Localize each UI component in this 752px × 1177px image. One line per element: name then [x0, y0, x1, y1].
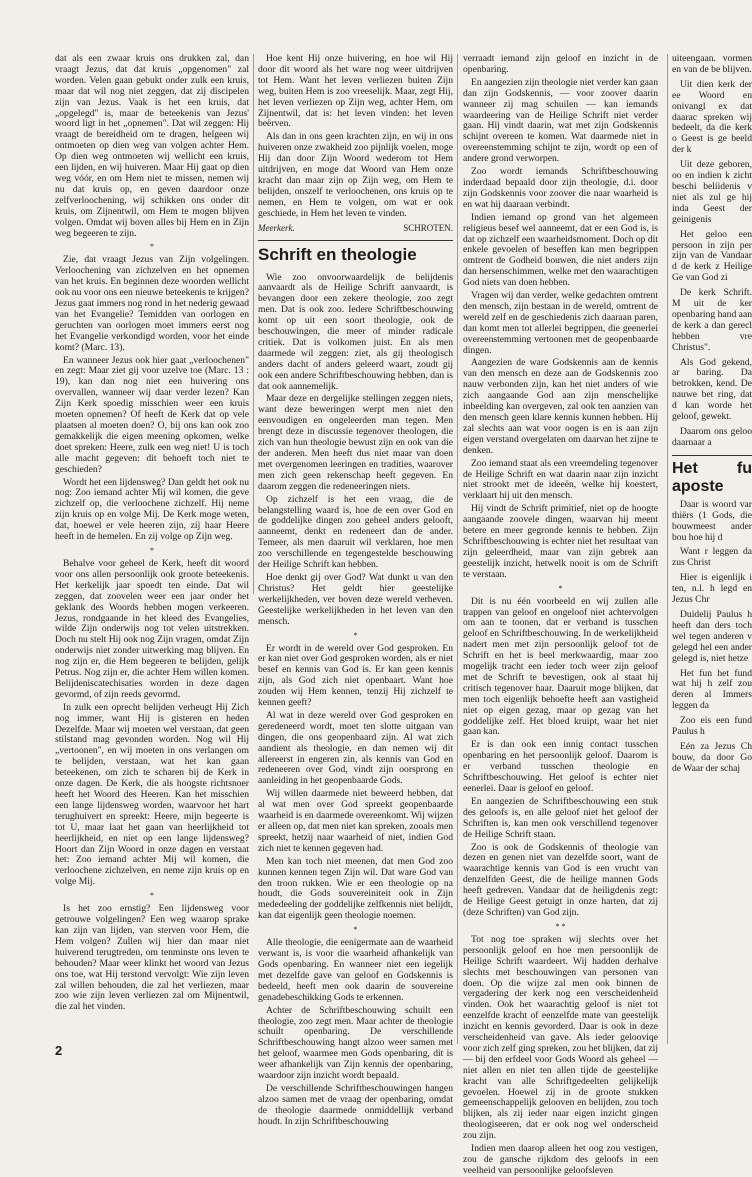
paragraph: Hoe denkt gij over God? Wat dunkt u van den Christus? Het geldt hier geestelijke werkelijkheden, ver boven deze wereld verheven. Geestelijke werkelijkheden in het leven van den mensch.	[258, 571, 453, 627]
section-divider-star: *	[353, 925, 358, 935]
paragraph: Uit deze geboren, oo en indien k zicht beschi beliidenis v niet als zul ge hij inda Geest der geinigenis	[672, 159, 752, 225]
column-4-partial	[672, 54, 752, 1038]
paragraph: Behalve voor geheel de Kerk, heeft dit woord voor ons allen persoonlijk ook groote beteekenis. Het kerkelijk jaar spoedt ten einde. Dat wil zeggen, dat zoovelen weer een jaar onder het geklank des Woords hebben mogen verkeeren. Jezus, rondgaande in het kleed des Evangelies, wilde Zijn onderwijs nog tot velen uitstrekken. Doch nu stelt Hij ook nog Zijn vragen, omdat Zijn onderwijs niet zonder uitwerking mag blijven. En nog zijn er, die Hem begeeren te belijden, gelijk Petrus. Nog zijn er, die achter Hem willen komen. Belijdeniscatechisaties worden in deze dagen gevormd, of zijn reeds gevormd.	[55, 557, 249, 700]
paragraph: Zoo iemand staat als een vreemdeling tegenover de Heilige Schrift en wat daarin naar zijn inzicht niet strookt met de ideeën, welke hij koestert, verklaart hij uit den mensch.	[463, 457, 658, 502]
paragraph: Want r leggen da zus Christ	[672, 546, 752, 569]
paragraph: In zulk een oprecht belijden verheugt Hij Zich nog immer, want Hij is gisteren en heden Dezelfde. Maar wij moeten wel verstaan, dat geen stilstand mag gevonden worden. Nog wil Hij „vertoonen", en wij moeten in ons verlangen om te belijden, verstaan, wat het kan gaan beteekenen, om zich te scharen bij de Kerk in onze dagen. De Kerk, die als hoogste richtsnoer heeft het Woord des Heeren. Kan het misschien een lange lijdensweg worden, waarvoor het hart terughuivert en spreekt: Heere, mijn begeerte is tot U, maar laat het gaan van heerlijkheid tot heerlijkheid, en niet op een lange lijdensweg? Hoort dan Zijn Woord in onze dagen en verstaat het: Zoo iemand achter Mij wil komen, die verloochene zichzelven, en neme zijn kruis op en volge Mij.	[55, 701, 249, 888]
section-divider-star: *	[150, 891, 154, 901]
column-4-bottom	[672, 500, 752, 775]
paragraph: Daarom ons geloo daarnaar a	[672, 426, 752, 448]
paragraph: Alle theologie, die eenigermate aan de waarheid verwant is, is voor die waarheid afhankelijk van Gods openbaring. En wanneer niet een iegelijk met dezelfde gave van geloof en Godskennis is bedeeld, heeft men ook daarin de souvereine genadebeschikking Gods te erkennen.	[258, 937, 453, 1003]
column-divider	[667, 54, 668, 1044]
paragraph: Wij willen daarmede niet beweerd hebben, dat al wat men over God spreekt geopenbaarde waarheid is en daarmede overeenkomt. Wij wijzen er alleen op, dat men niet kan spreken, zooals men spreekt, hetzij naar waarheid of niet, indien God zich niet te kennen gegeven had.	[258, 788, 453, 854]
column-3	[463, 53, 659, 1176]
paragraph: verraadt iemand zijn geloof en inzicht in de openbaring.	[463, 53, 658, 75]
article-heading: Schrift en theologie	[258, 244, 417, 264]
paragraph: Duidelij Paulus h heeft dan ders toch wel tegen anderen v gelegd hel een ander gelegd is, niet hetze	[672, 608, 752, 664]
paragraph: uiteengaan. vormen en van de be blijven.	[672, 53, 752, 75]
paragraph: De verschillende Schriftbeschouwingen hangen alzoo samen met de vraag der openbaring, omdat de theologie daarmede onmiddellijk verband houdt. In zijn Schriftbeschouwing	[258, 1082, 453, 1127]
section-divider-star: *	[150, 242, 154, 252]
paragraph: Achter de Schriftbeschouwing schuilt een theologie, zoo zegt men. Maar achter de theologie schuilt openbaring. De verschillende Schriftbeschouwing hangt alzoo weer samen met het geloof, waarmee men Gods openbaring, dit is weer afhankelijk van Zijn kennis der openbaring, waardoor zijn inzicht wordt bepaald.	[258, 1004, 453, 1082]
column-divider	[253, 54, 254, 594]
paragraph: Hier is eigenlijk i ten, n.l. h legd en Jezus Chr	[672, 572, 752, 606]
article-separator	[258, 240, 453, 241]
page-number: 2	[55, 1043, 63, 1058]
paragraph: Zoo eis een fund Paulus h	[672, 715, 752, 738]
column-2	[258, 53, 453, 1127]
section-divider-star: *	[150, 545, 154, 555]
paragraph: De kerk Schrift. M uit de ker openbaring hand aan de kerk a dan gerecl hebben vre Christus".	[672, 287, 752, 353]
paragraph: En wanneer Jezus ook hier gaat „verloochenen" en zegt: Maar ziet gij voor uzelve toe (Marc. 13 : 19), kan dan nog niet een huivering ons overvallen, wanneer wij daar verder lezen? Kan Zijn Kerk spoedig misschien weer een kruis moeten opnemen? Of heeft de Kerk dat op vele plaatsen al moeten doen? O, bij ons kan ook zoo gemakkelijk die eigen meening opkomen, welke doet spreken: Heere, zulk een weg niet! U is toch alle macht gegeven: dit behoeft toch niet te geschieden?	[55, 354, 249, 475]
paragraph: Het fun het fund wat hij h zelf zou deren al Immers leggen da	[672, 667, 752, 712]
article-heading: Het fu aposte	[672, 459, 752, 495]
paragraph: Als God gekend, ar baring. Da betrokken, kend. De nauwe bet ring, dat d kan worde het geloof, gewekt.	[672, 356, 752, 423]
column-4-top	[672, 54, 752, 449]
paragraph: Dit is nu één voorbeeld en wij zullen alle trappen van geloof en ongeloof niet achtervolgen om aan te toonen, dat er verband is tusschen geloof en Schriftbeschouwing. In de werkelijkheid nadert men met zijn persoonlijk geloof tot de Schrift en het is beel merkwaardig, maar zoo mogelijk tracht een ieder toch weer zijn geloof met de Schrift te bevestigen, ook al staat hij critisch tegenover haar. Daaruit moge blijken, dat men toch eigenlijk behoefte heeft aan vastigheid niet op eigen gezag, maar op gezag van het goddelijke zelf. Het bloed kruipt, waar het niet gaan kan.	[463, 595, 658, 738]
article-source: Meerkerk.	[258, 222, 295, 233]
paragraph: Maar deze en dergelijke stellingen zeggen niets, want deze beweringen werpt men niet den eenvoudigen en ongeleerden man tegen. Men brengt deze in discussie tegenover theologen, die zich van hun theologie bewust zijn en ook van die der anderen. Men heeft dus niet maar van doen met overgenomen leeringen en tradities, waarover men zich geen rekenschap heeft gegeven. En daarom zeggen die redeneeringen niets.	[258, 393, 453, 492]
paragraph: Vragen wij dan verder, welke gedachten omtrent den mensch, zijn bestaan in de wereld, omtrent de wereld zelf en de geschiedenis zich daaraan paren, dan komt men tot allerlei begrippen, die geenerlei overeenstemming vertoonen met de geopenbaarde dingen.	[463, 290, 658, 356]
paragraph: Als dan in ons geen krachten zijn, en wij in ons huiveren onze zwakheid zoo pijnlijk voelen, moge Hij dan door Zijn Woord wederom tot Hem uitdrijven, en moge dat Woord van Hem onze kracht dan maar zijn op Zijn weg, om Hem te belijden, onszelf te verloochenen, ons kruis op te nemen, en Hem te volgen, om wat er ook geschiede, in Hem het leven te vinden.	[258, 131, 453, 219]
article-separator	[672, 455, 752, 456]
paragraph: Indien men daarop alleen het oog zou vestigen, zou de gansche rijkdom des geloofs in een veelheid van persoonlijke geloofsleven	[463, 1143, 658, 1176]
paragraph: Zie, dat vraagt Jezus van Zijn volgelingen. Verloochening van zichzelven en het opnemen van het kruis. En beginnen deze woorden wellicht ook nu voor ons een nieuwe beteekenis te krijgen? Jezus gaat immers nog rond in het nederig gewaad van het Evangelie? Temidden van oorlogen en geruchten van oorlogen moet immers eerst nog het Evangelie verkondigd worden, voor het einde komt? (Marc. 13).	[55, 254, 249, 353]
paragraph: En aangezien de Schriftbeschouwing een stuk des geloofs is, en alle geloof niet het geloof der Schriften is, kan men ook verschillend tegenover de Heilige Schrift staan.	[463, 795, 658, 840]
paragraph: Zoo wordt iemands Schriftbeschouwing inderdaad bepaald door zijn theologie, d.i. door zijn Godskennis voor zoover die naar waarheid is en wat hij daaraan verbindt.	[463, 166, 658, 210]
paragraph: Wie zoo onvoorwaardelijk de belijdenis aanvaardt als de Heilige Schrift aanvaardt, is bevangen door een zekere theologie, zoo zegt men. Dat is ook zoo. Iedere Schriftbeschouwing komt op uit een soort theologie, ook de beschouwingen, die meer of minder radicale critiek. Dat is volkomen juist. En als men daarmede wil zeggen: ziet, als gij theologisch anders dacht of anders geleerd waart, zoudt gij ook een andere Schriftbeschouwing hebben, dan is dat ook aannemelijk.	[258, 271, 453, 392]
article-author: SCHROTEN.	[403, 222, 453, 233]
paragraph: Indien iemand op grond van het algemeen religieus besef wel aanneemt, dat er een God is, is dat op zichzelf een waarheidsmoment. Doch op dit enkele gevoelen of beseffen kan men begrippen omtrent de Godheid bouwen, die niet anders zijn dan hersenschimmen, welke met den waarachtigen God niets van doen hebben.	[463, 211, 659, 289]
paragraph: Men kan toch niet meenen, dat men God zoo kunnen kennen tegen Zijn wil. Dat ware God van den troon rukken. Wie er een theologie op na houdt, die Gods souvereiniteit ook in Zijn mededeeling der goddelijke zelfkennis niet belijdt, kan dat eigenlijk geen theologie noemen.	[258, 855, 453, 922]
paragraph: Het geloo een persoon in zijn per zijn van de Vandaar d de kerk z Heilige Ge van God zi	[672, 228, 752, 284]
paragraph: Wordt het een lijdensweg? Dan geldt het ook nu nog: Zoo iemand achter Mij wil komen, die geve zichzelf op, die verloochene zichzelf. Hij neme zijn kruis op en volge Mij. De Kerk moge weten, dat, hoewel er vele heeren zijn, zij haar Heere heeft in de hemelen. En zij volge op Zijn weg.	[55, 476, 249, 543]
paragraph: Uit dien kerk der ee Woord en onivangl ex dat daarac spreken wij bedeelt, da die kerk o Geest is ge beeld der k	[672, 78, 752, 156]
paragraph: Zoo is ook de Godskennis of theologie van dezen en genen niet van dezelfde soort, want de waarachtige kennis van God is een vrucht van denzelfden Geest, die de heilige mannen Gods heeft gedreven. Vandaar dat de heiligdenis zegt: de Heilige Geest getuigt in onze harten, dat zij (deze Schriften) van God zijn.	[463, 841, 658, 918]
signature-line	[258, 223, 453, 234]
section-divider-star: *	[353, 630, 358, 640]
paragraph: Hoe kent Hij onze huivering, en hoe wil Hij door dit woord als het ware nog weer uitdrijven tot Hem. Want het leven verliezen buiten Zijn weg, buiten Hem is zoo vreeselijk. Maar, zegt Hij, het leven verliezen op Zijn weg, achter Hem, om Zijnentwil, dat is: het leven vinden: het leven beërven.	[258, 53, 453, 130]
paragraph: Hij vindt de Schrift primitief, niet op de hoogte aangaande zoovele dingen, waarvan hij meent betere en meer gegronde kennis te hebben. Zijn Schriftbeschouwing is echter niet het resultaat van zijn geleerdheid, maar van zijn gebrek aan geestelijk inzicht, hetwelk nooit is om de Schrift te verstaan.	[463, 503, 658, 580]
paragraph: dat als een zwaar kruis ons drukken zal, dan vraagt Jezus, dat dat kruis „opgenomen" zal worden. Velen gaan gebukt onder zulk een kruis, maar dat wil nog niet zeggen, dat zij discipelen zijn van Jezus. Vaak is het een kruis, dat „opgelegd" is, maar de beteekenis van Jezus' woord ligt in het „opnemen". Dat wil zeggen: Hij vraagt de bereidheid om te dragen, helgeen wij ontmoeten op dien weg van volgen achter Hem. Op dien weg ontmoeten wij wellicht een kruis, een lijden, en wij huiveren. Maar Hij gaat op dien weg vóór, en om Hem niet te missen, nemen wij nu dat kruis op, en geven daardoor onze zelfverloochening, wij schikken ons onder dit kruis, om Zijnentwil, om Hem te mogen blijven volgen. Omdat wij boven alles bij Hem en in Zijn weg begeeren te zijn.	[55, 53, 249, 239]
paragraph: En aangezien zijn theologie niet verder kan gaan dan zijn Godskennis, — voor zoover daarin wanneer zij mag schuilen — kan iemands waardeering van de Heilige Schrift niet verder gaan. Hij vindt daarin, wat met zijn Godskennis schijnt overeen te komen. Wat daarmede niet in overeenstemming schijnt te zijn, wordt op een of andere grond verworpen.	[463, 76, 658, 165]
column-1	[55, 54, 249, 1038]
section-divider-star: * *	[555, 921, 566, 931]
section-divider-star: *	[558, 583, 563, 593]
paragraph: Aangezien de ware Godskennis aan de kennis van den mensch en deze aan de Godskennis zoo nauw verbonden zijn, kan het niet anders of wie zich aangaande God aan zijn menschelijke inbeelding kan overgeven, zal ook ten aanzien van den mensch geen klare kennis kunnen hebben. Hij zal slechts aan wat voor oogen is en is aan zijn eigen verstand overgelaten om daarvan het zijne te denken.	[463, 357, 658, 456]
paragraph: Tot nog toe spraken wij slechts over het persoonlijk geloof en hoe men persoonlijk de Heilige Schrift waardeert. Wij hadden derhalve slechts met beschouwingen van personen van doen. Op die wijze zal men ook binnen de vergadering der kerk nog een verscheidenheid vinden. Ook het waarachtig geloof is niet tot eenzelfde kracht of eenzelfde mate van geestelijk inzicht en kennis gevorderd. Daar is ook in deze verscheidenheid van gave. Als ieder gelooviqe voor zich zelf ging spreken, zou het blijken, dat zij — bij den erfdeel voor Gods Woord als geheel — niet allen en niet ten allen tijde de geestelijke kracht van alle Schriftgedeelten gelijkelijk gevoelen. Hoewel zij in de groote stukken gemeenschappelijk gelooven en belijden, zou toch blijken, als zij ieder naar eigen inzicht gingen theologiseeren, dat er ook nog wel onderscheid zou zijn.	[463, 933, 658, 1142]
paragraph: Al wat in deze wereld over God gesproken en geredeneerd wordt, moet ten slotte uitgaan van dingen, die ons geopenbaard zijn. Al wat zich aandient als theologie, en dan nemen wij dit allereerst in engeren zin, als kennis van God en redeneeren over God, vindt zijn oorsprong en aanleiding in het geopenbaarde Gods.	[258, 709, 453, 787]
paragraph: Er is dan ook een innig contact tusschen openbaring en het persoonlijk geloof. Daarom is er verband tusschen theologie en Schriftbeschouwing. Het geloof is echter niet eenerlei. Daar is geloof en geloof.	[463, 739, 658, 794]
paragraph: Is het zoo ernstig? Een lijdensweg voor getrouwe volgelingen? Een weg waarop sprake kan zijn van lijden, van sterven voor Hem, die Hem volgen? Zullen wij hier dan maar niet huiverend terugtreden, om tenminste ons leven te behouden? Maar weer klinkt het woord van Jezus ons toe, wat Hij terstond vervolgt: Wie zijn leven zal willen behouden, die zal het verliezen, maar zoo wie zijn leven verliezen zal om Mijnentwil, die zal het vinden.	[55, 903, 249, 1013]
paragraph: Eén za Jezus Ch bouw, da door Go de Waar der schaj	[672, 740, 752, 774]
paragraph: Op zichzelf is het een vraag, die de belangstelling waard is, hoe de een over God en de goddelijke dingen zoo geheel anders gelooft, aanneemt, denkt en redeneert dan de ander. Temeer, als men daaruit wil verklaren, hoe men zoo verschillende en tegengestelde beschouwing der Heilige Schrift kan hebben.	[258, 493, 453, 571]
paragraph: Daar is woord var thiërs (1 Gods, die bouwmeest ander bou hoe hij d	[672, 498, 752, 543]
column-divider	[457, 54, 458, 1044]
paragraph: Er wordt in de wereld over God gesproken. En er kan niet over God gesproken worden, als er niet besef en kennis van God is. Er kan geen kennis zijn, als God zich niet openbaart. Want hoe zouden wij Hem kennen, tenzij Hij zichzelf te kennen geeft?	[258, 642, 453, 709]
